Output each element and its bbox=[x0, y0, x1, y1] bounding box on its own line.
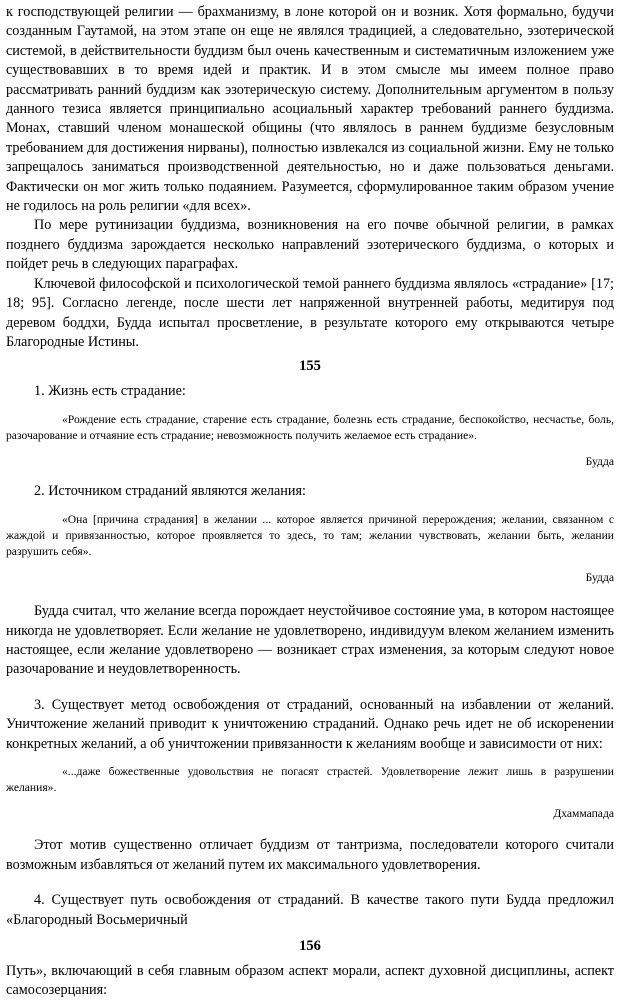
truth-1-quote: «Рождение есть страдание, старение есть страдание, болезнь есть страдание, беспокойство, несчастье, боль, разочарование и отчаяние есть страдание; невозможность получить желаемое есть страдание». bbox=[6, 412, 614, 442]
paragraph-3: Ключевой философской и психологической темой раннего буддизма являлось «страдание» [17; 18; 95]. Согласно легенде, после шести лет напряженной внутренней работы, медитируя под деревом боддхи, Будда испытал просветление, в результате которого ему открываются четыре Благородные Истины. bbox=[6, 275, 614, 350]
paragraph-1: к господствующей религии — брахманизму, в лоне которой он и возник. Хотя формально, будучи созданным Гаутамой, на этом этапе он еще не являлся традицией, а следовательно, эзотерической системой, в действительности буддизм был очень качественным и систематичным изложением уже существовавших в то время идей и практик. И в этом смысле мы имеем полное право рассматривать ранний буддизм как эзотерическую систему. Дополнительным аргументом в пользу данного тезиса является принципиально асоциальный характер требований раннего буддизма. Монах, ставший членом монашеской общины (что являлось в раннем буддизме безусловным требованием для достижения нирваны), полностью извлекался из социальной жизни. Ему не только запрещалось заниматься производственной деятельностью, но и даже пользоваться деньгами. Фактически он мог жить только подаянием. Разумеется, сформулированное таким образом учение не годилось на роль религии «для всех». bbox=[6, 4, 614, 215]
paragraph-desire: Будда считал, что желание всегда порождает неустойчивое состояние ума, в котором настоящее никогда не удовлетворяет. Если желание не удовлетворено, индивидуум влеком желанием изменить настоящее, если желание удовлетворено — возникает страх изменения, за которым следуют новое разочарование и неудовлетворенность. bbox=[6, 603, 614, 678]
truth-2-quote: «Она [причина страдания] в желании ... которое является причиной перерождения; желании, связанном с жаждой и привязанностью, которое проявляется то здесь, то там; желании чувствовать, желании быть, желании разрушить себя». bbox=[6, 512, 614, 558]
paragraph-tantrism: Этот мотив существенно отличает буддизм от тантризма, последователи которого считали возможным избавляться от желаний путем их максимального удовлетворения. bbox=[6, 837, 614, 873]
page-number-156: 156 bbox=[299, 938, 321, 955]
truth-3-attribution: Дхаммапада bbox=[553, 807, 614, 821]
truth-4-text: 4. Существует путь освобождения от страданий. В качестве такого пути Будда предложил «Благородный Восьмеричный bbox=[6, 892, 614, 928]
truth-1-heading: 1. Жизнь есть страдание: bbox=[34, 383, 186, 400]
truth-3-text: 3. Существует метод освобождения от страданий, основанный на избавлении от желаний. Уничтожение желаний приводит к уничтожению страданий. Однако речь идет не об искоренении конкретных желаний, а об уничтожении привязанности к желаниям вообще и зависимости от них: bbox=[6, 696, 614, 752]
truth-3-quote: «...даже божественные удовольствия не погасят страстей. Удовлетворение лежит лишь в разрушении желания». bbox=[6, 764, 614, 795]
truth-2-attribution: Будда bbox=[585, 571, 614, 585]
truth-2-heading: 2. Источником страданий являются желания: bbox=[34, 483, 306, 500]
truth-1-attribution: Будда bbox=[585, 455, 614, 469]
paragraph-path: Путь», включающий в себя главным образом аспект морали, аспект духовной дисциплины, аспект самосозерцания: bbox=[6, 963, 614, 999]
paragraph-2: По мере рутинизации буддизма, возникновения на его почве обычной религии, в рамках позднего буддизма зарождается несколько направлений эзотерического буддизма, о которых и пойдет речь в следующих параграфах. bbox=[6, 217, 614, 273]
page-number-155: 155 bbox=[299, 358, 321, 375]
